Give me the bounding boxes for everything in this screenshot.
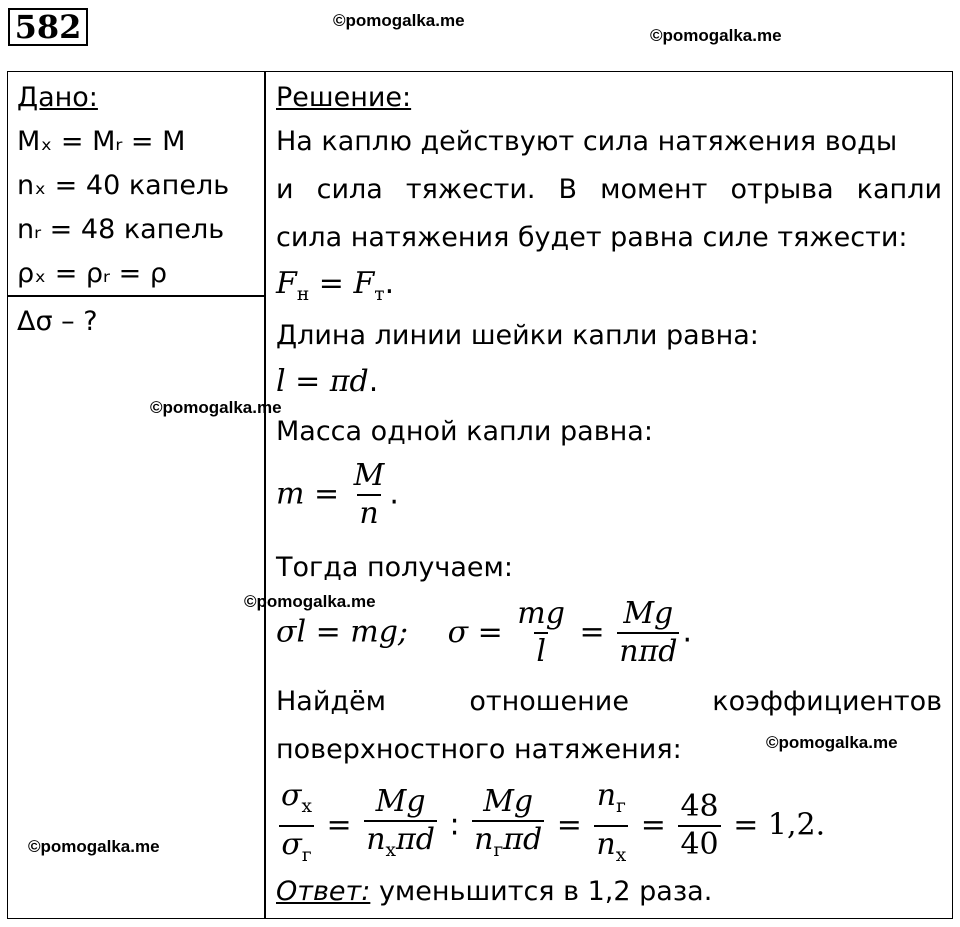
watermark: ©pomogalka.me (766, 733, 898, 752)
fraction: $\frac{M}{n}$ (353, 458, 385, 531)
watermark: ©pomogalka.me (150, 398, 282, 417)
given-heading: Дано: (17, 82, 98, 113)
equation-ratio: $\frac{\sigma_х}{\sigma_г}$ = $\frac{Mg}{n_х\pi d}$ : $\frac{Mg}{n_г\pi d}$ = $\frac{n_г}{n_х}$ = $\frac{48}{40}$ = 1,2. (276, 780, 825, 872)
fraction: $\frac{\sigma_х}{\sigma_г}$ (279, 780, 314, 872)
fraction: $\frac{48}{40}$ (680, 789, 719, 862)
column-divider (264, 71, 266, 919)
fraction: $\frac{n_г}{n_х}$ (594, 780, 628, 872)
watermark: ©pomogalka.me (244, 592, 376, 611)
solution-text: и сила тяжести. В момент отрыва капли (276, 174, 942, 205)
equation-drop-mass: m = $\frac{M}{n}$ . (276, 458, 399, 531)
solution-text: На каплю действуют сила натяжения воды (276, 126, 898, 157)
solution-text: сила натяжения будет равна силе тяжести: (276, 222, 908, 253)
watermark: ©pomogalka.me (650, 26, 782, 45)
given-line: ρₓ = ρᵣ = ρ (17, 258, 167, 289)
solution-text: Масса одной капли равна: (276, 416, 653, 447)
fraction: $\frac{mg}{l}$ (517, 596, 565, 669)
given-divider (7, 295, 265, 297)
given-line: nₓ = 40 капель (17, 170, 230, 201)
solution-text: поверхностного натяжения: (276, 734, 682, 765)
find-quantity: Δσ – ? (17, 306, 98, 337)
given-line: nᵣ = 48 капель (17, 214, 225, 245)
equation-neck-length: l = πd. (276, 364, 379, 399)
answer-text: уменьшится в 1,2 раза. (378, 876, 713, 907)
watermark: ©pomogalka.me (28, 837, 160, 856)
equation-force-balance: $F_н = F_т$. (276, 266, 395, 305)
solution-text: Длина линии шейки капли равна: (276, 320, 759, 351)
equation-surface-tension: σl = mg; σ = $\frac{mg}{l}$ = $\frac{Mg}{\text{nπd}}$ . (276, 596, 692, 669)
solution-text: Тогда получаем: (276, 552, 513, 583)
answer-label: Ответ: (276, 876, 371, 907)
solution-text: Найдём отношение коэффициентов (276, 686, 942, 717)
fraction: $\frac{Mg}{\text{nπd}}$ (619, 596, 678, 669)
watermark: ©pomogalka.me (333, 11, 465, 30)
answer (276, 872, 712, 912)
fraction: $\frac{Mg}{n_г\pi d}$ (472, 786, 544, 867)
solution-heading: Решение: (276, 82, 412, 113)
task-number: 582 (8, 8, 88, 46)
fraction: $\frac{Mg}{n_х\pi d}$ (364, 786, 437, 867)
given-line: Mₓ = Mᵣ = M (17, 126, 186, 157)
